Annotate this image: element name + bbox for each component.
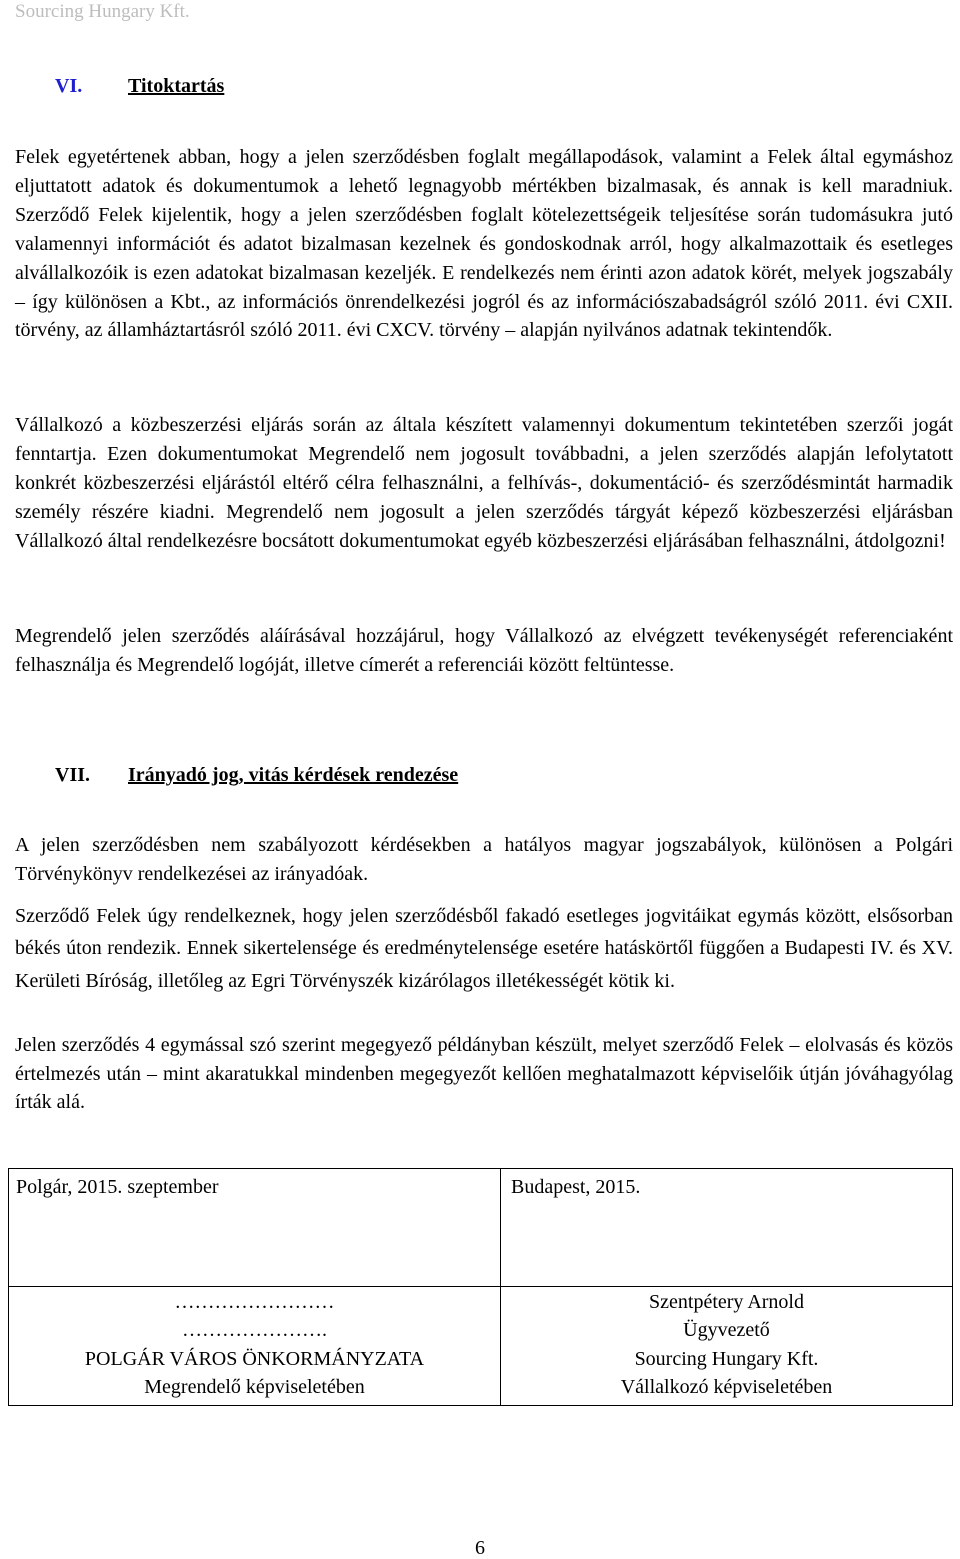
- signature-block-client: [9, 1288, 500, 1401]
- place-date-left: Polgár, 2015. szeptember: [16, 1176, 219, 1198]
- section-heading-vi: [55, 73, 224, 99]
- running-header: Sourcing Hungary Kft.: [15, 1, 190, 22]
- paragraph-reference: Megrendelő jelen szerződés aláírásával hozzájárul, hogy Vállalkozó az elvégzett tevékenységét referenciaként felhasználja és Megrendelő logóját, illetve címerét a referenciái között feltüntesse.: [15, 625, 953, 676]
- section-number: VII.: [55, 764, 91, 786]
- page-number: 6: [475, 1537, 485, 1559]
- signature-line: ………………….: [182, 1319, 327, 1342]
- signatory-role: Vállalkozó képviseletében: [620, 1375, 833, 1398]
- signatory-name: Szentpétery Arnold: [649, 1291, 804, 1313]
- signatory-organisation: POLGÁR VÁROS ÖNKORMÁNYZATA: [84, 1347, 425, 1370]
- signatory-role: Megrendelő képviseletében: [144, 1375, 365, 1398]
- signatory-title: Ügyvezető: [683, 1319, 770, 1342]
- paragraph-copies: Jelen szerződés 4 egymással szó szerint megegyező példányban készült, melyet szerződő Felek – elolvasás és közös értelmezés után – mint akaratukkal mindenben megegyezőt kellően meghatalmazott képviselőik útján jóváhagyólag írták alá.: [15, 1034, 953, 1113]
- table-divider-horizontal: [9, 1286, 952, 1287]
- signature-line: ……………………: [174, 1291, 335, 1313]
- section-heading-vii: [55, 762, 458, 788]
- paragraph-confidentiality: Felek egyetértenek abban, hogy a jelen szerződésben foglalt megállapodások, valamint a Felek által egymáshoz eljuttatott adatok és dokumentumok a lehető legnagyobb mértékben bizalmasak, és annak is kell maradniuk. Szerződő Felek kijelentik, hogy a jelen szerződésben foglalt kötelezettségeik teljesítése során tudomásukra jutó valamennyi információt és adatot bizalmasan kezelnek és gondoskodnak arról, hogy alkalmazottaik és esetleges alvállalkozóik is ezen adatokat bizalmasan kezeljék. E rendelkezés nem érinti azon adatok körét, melyek jogszabály – így különösen a Kbt., az információs önrendelkezési jogról és az információszabadságról szóló 2011. évi CXII. törvény, az államháztartásról szóló 2011. évi CXCV. törvény – alapján nyilvános adatnak tekintendők.: [15, 146, 953, 342]
- paragraph-governing-law: A jelen szerződésben nem szabályozott kérdésekben a hatályos magyar jogszabályok, különösen a Polgári Törvénykönyv rendelkezései az irányadóak.: [15, 834, 953, 885]
- signature-block-contractor: [501, 1288, 952, 1401]
- signature-table: [8, 1168, 953, 1406]
- paragraph-copyright: Vállalkozó a közbeszerzési eljárás során az általa készített valamennyi dokumentum tekintetében szerzői jogát fenntartja. Ezen dokumentumokat Megrendelő nem jogosult továbbadni, a jelen szerződés alapján lefolytatott konkrét közbeszerzési eljárástól eltérő célra felhasználni, a felhívás-, dokumentáció- és szerződésmintát harmadik személy részére kiadni. Megrendelő nem jogosult a jelen szerződés tárgyát képező közbeszerzési eljárásban Vállalkozó által rendelkezésre bocsátott dokumentumokat egyéb közbeszerzési eljárásában felhasználni, átdolgozni!: [15, 414, 953, 552]
- signatory-company: Sourcing Hungary Kft.: [634, 1347, 819, 1370]
- place-date-right: Budapest, 2015.: [511, 1176, 641, 1198]
- paragraph-disputes: Szerződő Felek úgy rendelkeznek, hogy jelen szerződésből fakadó esetleges jogvitáikat egymás között, elsősorban békés úton rendezik. Ennek sikertelensége és eredménytelensége esetére hatáskörtől függően a Budapesti IV. és XV. Kerületi Bíróság, illetőleg az Egri Törvényszék kizárólagos illetékességét kötik ki.: [15, 905, 953, 992]
- section-number: VI.: [55, 75, 83, 97]
- section-title: Irányadó jog, vitás kérdések rendezése: [128, 764, 459, 786]
- section-title: Titoktartás: [128, 75, 225, 97]
